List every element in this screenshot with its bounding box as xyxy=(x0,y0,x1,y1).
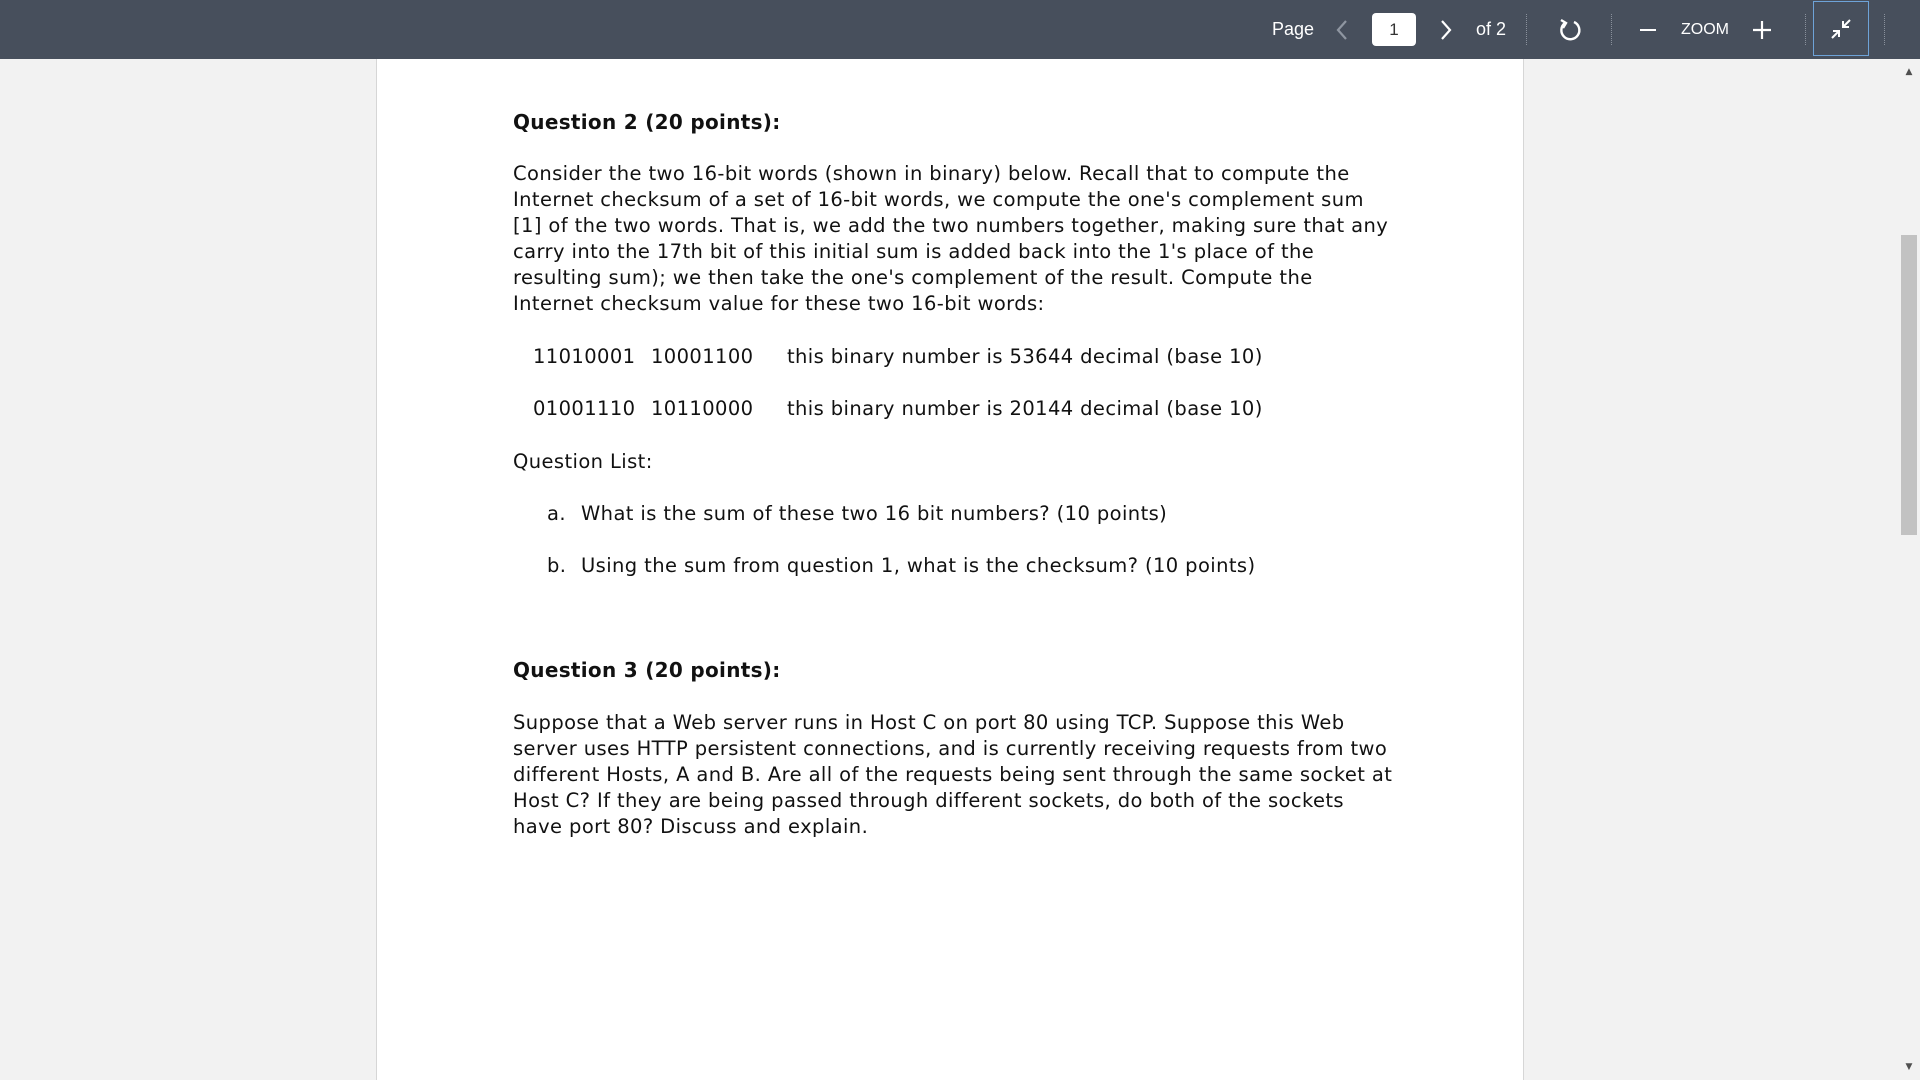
toolbar-divider xyxy=(1805,14,1806,45)
plus-icon xyxy=(1752,20,1772,40)
page-content xyxy=(513,109,1393,840)
toolbar-divider xyxy=(1611,14,1612,45)
question-3-body: Suppose that a Web server runs in Host C on port 80 using TCP. Suppose this Web server uses HTTP persistent connections, and is currently receiving requests from two different Hosts, A and B. Are all of the requests being sent through the same socket at Host C? If they are being passed through different sockets, do both of the sockets have port 80? Discuss and explain. xyxy=(513,711,1393,838)
toolbar-divider xyxy=(1526,14,1527,45)
list-item xyxy=(513,553,1393,579)
chevron-left-icon xyxy=(1334,19,1350,41)
question-2-heading: Question 2 (20 points): xyxy=(513,110,781,134)
document-viewer xyxy=(0,59,1920,1080)
list-marker: a. xyxy=(547,502,566,525)
binary-byte-2: 10110000 xyxy=(651,397,754,420)
binary-byte-1: 01001110 xyxy=(533,397,636,420)
viewer-toolbar xyxy=(0,0,1920,59)
binary-description: this binary number is 20144 decimal (base 10) xyxy=(787,397,1263,420)
page-count: of 2 xyxy=(1475,19,1507,39)
document-page xyxy=(376,59,1524,1080)
chevron-right-icon xyxy=(1438,19,1454,41)
prev-page-button[interactable] xyxy=(1328,0,1356,59)
minus-icon xyxy=(1638,20,1658,40)
page-number-input[interactable] xyxy=(1372,13,1416,46)
question-3-heading: Question 3 (20 points): xyxy=(513,658,781,682)
list-item xyxy=(513,501,1393,527)
rotate-icon xyxy=(1557,17,1583,43)
vertical-scrollbar[interactable] xyxy=(1898,59,1920,1080)
scroll-up-icon[interactable]: ▲ xyxy=(1905,67,1913,77)
list-marker: b. xyxy=(547,554,567,577)
binary-row xyxy=(513,396,1393,422)
exit-fullscreen-button[interactable] xyxy=(1813,1,1869,56)
question-2-intro: Consider the two 16-bit words (shown in binary) below. Recall that to compute the Internet checksum of a set of 16-bit words, we compute the one's complement sum [1] of the two words. That is, we add the two numbers together, making sure that any carry into the 17th bit of this initial sum is added back into the 1's place of the resulting sum); we then take the one's complement of the result. Compute the Internet checksum value for these two 16-bit words: xyxy=(513,162,1389,315)
binary-byte-2: 10001100 xyxy=(651,345,754,368)
scroll-thumb[interactable] xyxy=(1901,235,1917,535)
zoom-label: ZOOM xyxy=(1681,20,1729,38)
page-label: Page xyxy=(1271,19,1315,39)
collapse-icon xyxy=(1829,17,1853,41)
scroll-down-icon[interactable]: ▼ xyxy=(1905,1062,1913,1072)
list-item-text: What is the sum of these two 16 bit numbers? (10 points) xyxy=(581,502,1168,525)
zoom-in-button[interactable] xyxy=(1744,0,1780,59)
zoom-out-button[interactable] xyxy=(1630,0,1666,59)
binary-row xyxy=(513,344,1393,370)
rotate-button[interactable] xyxy=(1550,0,1590,59)
next-page-button[interactable] xyxy=(1432,0,1460,59)
binary-byte-1: 11010001 xyxy=(533,345,636,368)
list-item-text: Using the sum from question 1, what is the checksum? (10 points) xyxy=(581,554,1256,577)
binary-description: this binary number is 53644 decimal (base 10) xyxy=(787,345,1263,368)
question-list-label: Question List: xyxy=(513,450,653,473)
toolbar-divider xyxy=(1884,14,1885,45)
